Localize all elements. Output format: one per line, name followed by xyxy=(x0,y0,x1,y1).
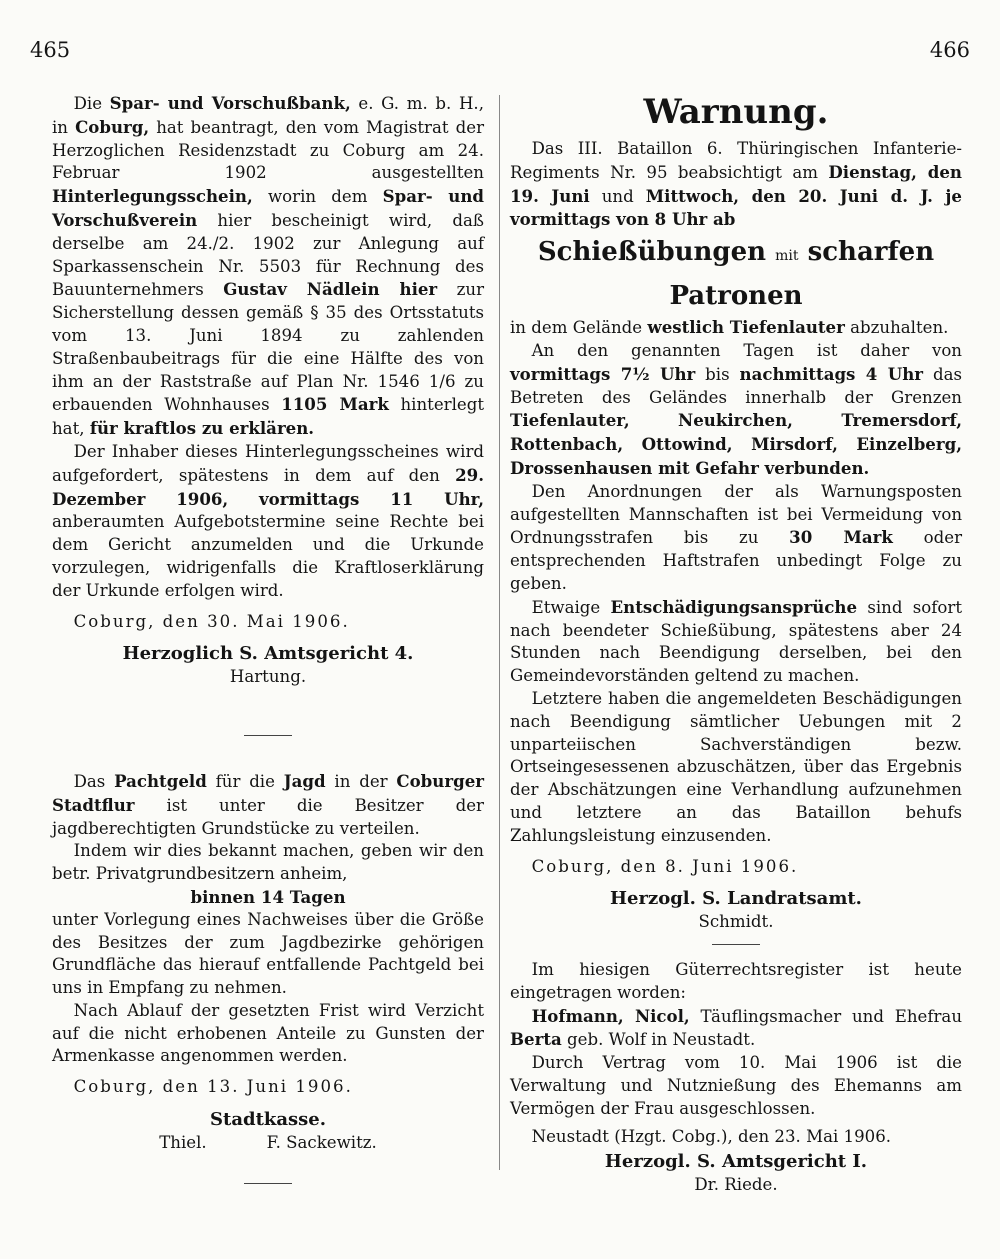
notice-date: Coburg, den 8. Juni 1906. xyxy=(531,856,799,876)
notice-signature: Stadtkasse. xyxy=(210,1109,326,1131)
emphasized-text: westlich Tiefenlauter xyxy=(647,317,845,338)
text-run: ist unter die Besitzer der jagdberechtigten Grundstücke zu verteilen. xyxy=(52,795,484,838)
emphasized-text: für kraftlos zu erklären. xyxy=(89,418,315,439)
emphasized-text: nachmittags 4 Uhr xyxy=(739,363,924,384)
column-divider xyxy=(499,95,500,1170)
notice-paragraph: Letztere haben die angemeldeten Beschädigungen nach Beendigung sämtlicher Uebungen mit 2 unparteiischen Sachverständigen bezw. Ortseingesessenen abzuschätzen, über das Ergebnis der Abschätzungen eine Verhandlung aufzunehmen und letztere an das Bataillon behufs Zahlungsleistung einzusenden. xyxy=(510,688,962,845)
text-run: sind sofort nach beendeter Schießübung, spätestens aber 24 Stunden nach Beendigung derselben, bei den Gemeindevorständen geltend zu machen. xyxy=(510,597,963,686)
notice-paragraph xyxy=(510,596,962,688)
emphasized-text: Hofmann, Nicol, xyxy=(531,1005,690,1026)
heading-part: scharfen Patronen xyxy=(669,237,935,312)
text-run: in dem Gelände xyxy=(510,318,648,338)
notice-date: Neustadt (Hzgt. Cobg.), den 23. Mai 1906. xyxy=(531,1127,892,1147)
notice-paragraph xyxy=(52,441,484,603)
emphasized-text: Gustav Nädlein hier xyxy=(223,279,438,300)
notice-paragraph xyxy=(510,340,962,481)
emphasized-text: 30 Mark xyxy=(789,527,893,548)
text-run: für die xyxy=(206,771,284,791)
notice-paragraph: Durch Vertrag vom 10. Mai 1906 ist die Verwaltung und Nutznießung des Ehemanns am Vermögen der Frau ausgeschlossen. xyxy=(510,1053,962,1118)
emphasized-text: Spar- und Vorschußbank, xyxy=(109,93,351,113)
page-number-right: 466 xyxy=(929,38,970,62)
emphasized-text: Jagd xyxy=(283,770,326,791)
text-run: Täuflingsmacher und Ehefrau xyxy=(689,1006,963,1026)
text-run: bis xyxy=(695,364,740,384)
emphasized-text: 29. Dezember 1906, vormittags 11 Uhr, xyxy=(52,464,484,509)
notice-paragraph: unter Vorlegung eines Nachweises über die Größe des Besitzes der zum Jagdbezirke gehörigen Grundfläche das hierauf entfallende Pachtgeld bei uns in Empfang zu nehmen. xyxy=(52,909,484,998)
emphasized-text: 1105 Mark xyxy=(281,394,389,415)
notice-paragraph xyxy=(510,481,962,596)
emphasized-text: Coburger Stadtflur xyxy=(52,770,484,815)
heading-part: Schießübungen xyxy=(537,237,767,268)
text-run: e. G. m. b. H., in xyxy=(52,94,484,137)
text-run: An den genannten Tagen ist daher von xyxy=(531,340,962,360)
notice-signer: Thiel. xyxy=(159,1132,207,1152)
notice-paragraph: Nach Ablauf der gesetzten Frist wird Verzicht auf die nicht erhobenen Anteile zu Gunsten der Armenkasse angenommen werden. xyxy=(52,1000,484,1066)
emphasized-text: Mittwoch, den 20. Juni d. J. je vormittags von 8 Uhr ab xyxy=(510,185,962,230)
notice-paragraph: Indem wir dies bekannt machen, geben wir den betr. Privatgrundbesitzern anheim, xyxy=(52,841,484,884)
left-column xyxy=(52,92,484,1184)
notice-signer: Schmidt. xyxy=(698,912,774,932)
emphasized-text: Spar- und Vorschußverein xyxy=(52,186,484,230)
notice-pachtgeld xyxy=(52,770,484,1155)
text-run: zur Sicherstellung dessen gemäß § 35 des Ortsstatuts vom 13. Juni 1894 zu zahlenden Straßenbaubeitrags für die eine Hälfte des von ihm an der Raststraße auf Plan Nr. 1546 1/6 zu erbauenden Wohnhauses xyxy=(52,280,484,415)
text-run: worin dem xyxy=(252,187,383,207)
notice-date: Coburg, den 13. Juni 1906. xyxy=(73,1077,353,1097)
notice-paragraph xyxy=(510,1005,962,1053)
notice-paragraph xyxy=(52,770,484,840)
text-run: hier bescheinigt wird, daß derselbe am 24./2. 1902 zur Anlegung auf Sparkassenschein Nr. 5503 für Rechnung des Bauunternehmers xyxy=(52,210,484,300)
emphasized-text: Entschädigungsansprüche xyxy=(610,596,858,617)
notice-warnung xyxy=(510,92,962,934)
notice-signer: F. Sackewitz. xyxy=(266,1132,377,1152)
emphasized-text: Coburg, xyxy=(75,116,150,137)
notice-signature: Herzogl. S. Landratsamt. xyxy=(610,888,862,910)
notice-separator xyxy=(244,1183,292,1184)
text-run: Das xyxy=(73,771,115,791)
right-column xyxy=(510,92,962,1197)
text-run: Etwaige xyxy=(531,597,611,617)
emphasized-text: Tiefenlauter, Neukirchen, Tremersdorf, Rottenbach, Ottowind, Mirsdorf, Einzelberg, Drossenhausen mit Gefahr verbunden. xyxy=(510,410,962,478)
notice-separator xyxy=(244,735,292,736)
emphasized-text: Dienstag, den 19. Juni xyxy=(510,161,962,206)
text-run: anberaumten Aufgebotstermine seine Rechte bei dem Gericht anzumelden und die Urkunde vorzulegen, widrigenfalls die Kraftloserklärung der Urkunde erfolgen wird. xyxy=(52,512,484,600)
emphasized-text: vormittags 7½ Uhr xyxy=(510,363,696,384)
text-run: hat beantragt, den vom Magistrat der Herzoglichen Residenzstadt zu Coburg am 24. Februar 1902 ausgestellten xyxy=(52,117,484,183)
notice-signature: Herzoglich S. Amtsgericht 4. xyxy=(122,643,414,665)
text-run: Das III. Bataillon 6. Thüringischen Infanterie-Regiments Nr. 95 beabsichtigt am xyxy=(510,139,962,182)
text-run: hinterlegt hat, xyxy=(52,395,484,439)
page-number-left: 465 xyxy=(30,38,71,62)
notice-heading xyxy=(510,232,962,316)
notice-signer: Hartung. xyxy=(229,667,307,687)
notice-signer: Dr. Riede. xyxy=(694,1175,778,1195)
text-run: das Betreten des Geländes innerhalb der Grenzen xyxy=(510,364,962,407)
heading-connector: mit xyxy=(775,248,799,265)
notice-deadline: binnen 14 Tagen xyxy=(190,886,346,907)
text-run: in der xyxy=(325,771,397,791)
notice-gueterrecht xyxy=(510,959,962,1197)
text-run: Der Inhaber dieses Hinterlegungsscheines wird aufgefordert, spätestens in dem auf den xyxy=(52,441,484,485)
text-run: Die xyxy=(73,94,110,113)
notice-paragraph xyxy=(52,92,484,441)
notice-separator xyxy=(712,944,760,945)
notice-signers xyxy=(52,1132,484,1155)
text-run: geb. Wolf in Neustadt. xyxy=(561,1030,756,1050)
notice-paragraph xyxy=(510,316,962,340)
notice-paragraph xyxy=(510,138,962,232)
text-run: abzuhalten. xyxy=(844,318,949,338)
emphasized-text: Hinterlegungsschein, xyxy=(52,186,253,207)
notice-date: Coburg, den 30. Mai 1906. xyxy=(73,611,350,631)
text-run: oder entsprechenden Haftstrafen unbedingt Folge zu geben. xyxy=(510,528,963,593)
emphasized-text: Pachtgeld xyxy=(114,770,207,791)
notice-title: Warnung. xyxy=(643,92,829,132)
notice-paragraph: Im hiesigen Güterrechtsregister ist heute eingetragen worden: xyxy=(510,959,962,1002)
text-run: und xyxy=(589,186,646,206)
notice-signature: Herzogl. S. Amtsgericht I. xyxy=(604,1151,868,1173)
text-run: Den Anordnungen der als Warnungsposten aufgestellten Mannschaften ist bei Vermeidung von Ordnungsstrafen bis zu xyxy=(510,481,962,548)
emphasized-text: Berta xyxy=(510,1029,562,1050)
notice-sparbank xyxy=(52,92,484,689)
